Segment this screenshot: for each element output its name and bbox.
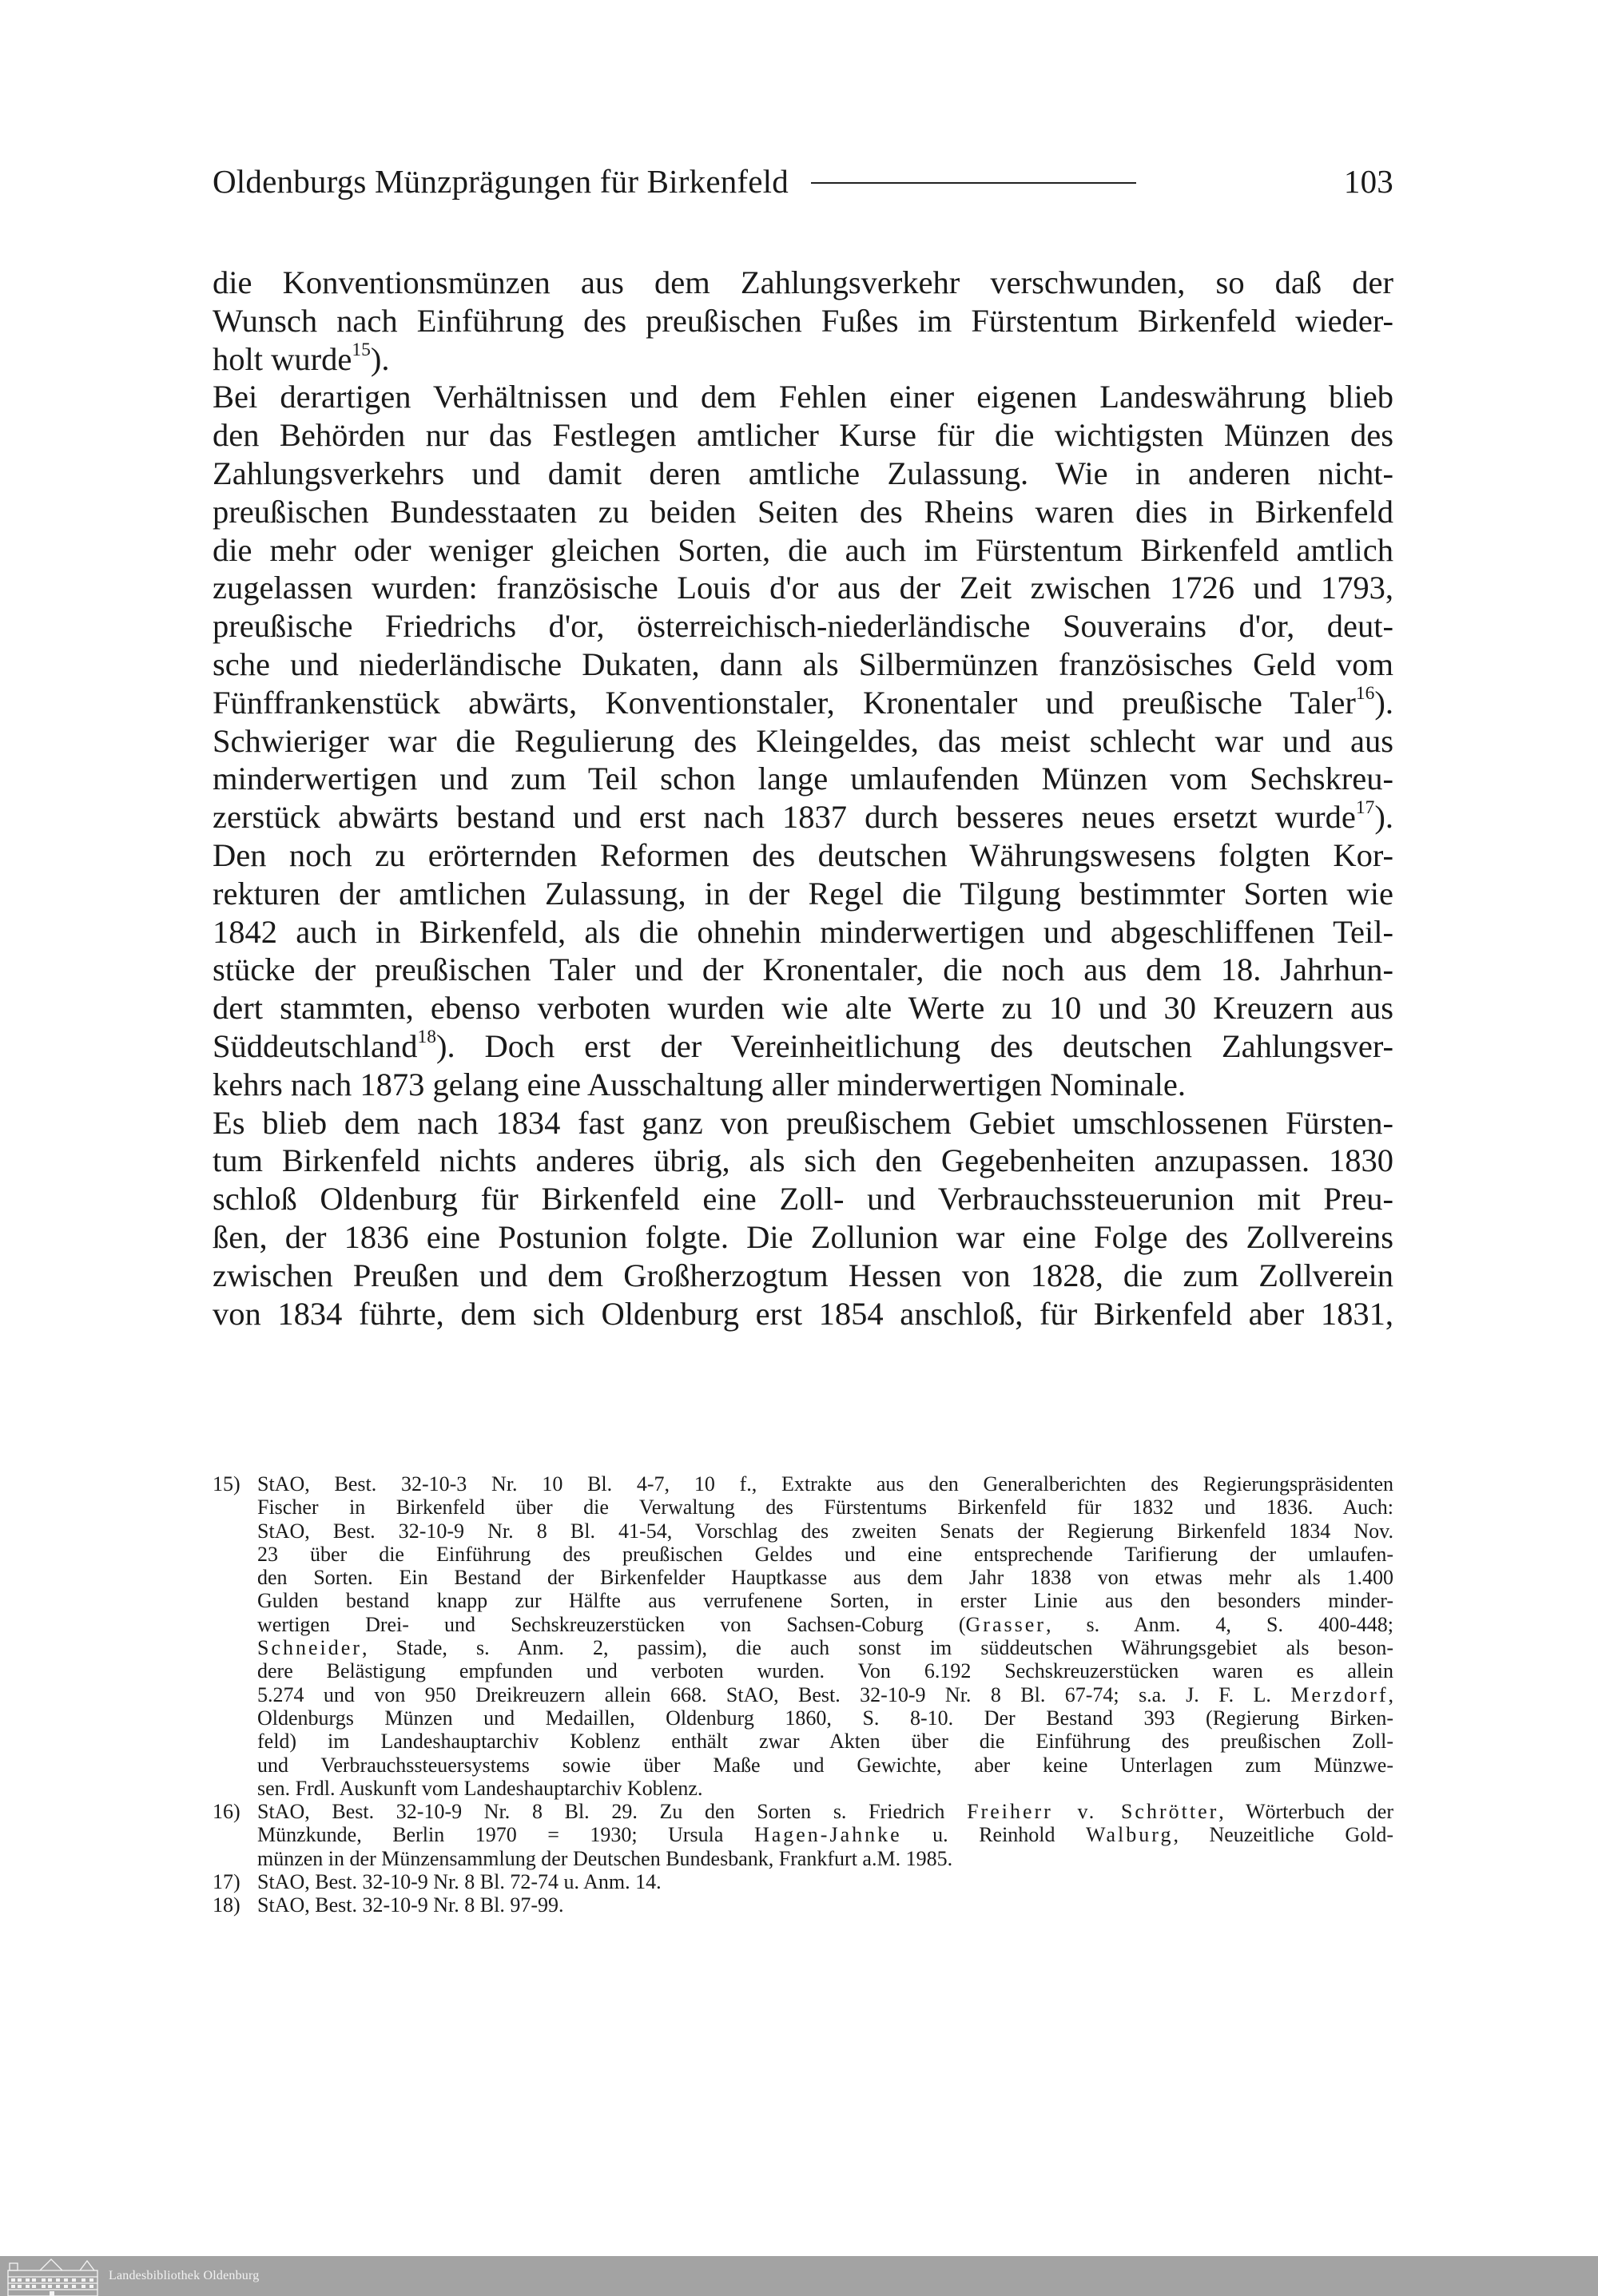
author-name: Hagen-Jahnke	[753, 1823, 902, 1847]
body-line: sche und niederländische Dukaten, dann als Silbermünzen französisches Geld vom	[213, 646, 1393, 682]
footnote-line: feld) im Landeshauptarchiv Koblenz enthält zwar Akten über die Einführung des preußischen Zoll-	[257, 1730, 1393, 1754]
footnote-line: StAO, Best. 32-10-9 Nr. 8 Bl. 72-74 u. Anm. 14.	[257, 1870, 662, 1894]
body-line: Es blieb dem nach 1834 fast ganz von preußischem Gebiet umschlossenen Fürsten-	[213, 1104, 1393, 1141]
running-head	[213, 160, 1393, 203]
body-line: ßen, der 1836 eine Postunion folgte. Die Zollunion war eine Folge des Zollvereins	[213, 1218, 1393, 1255]
running-head-title: Oldenburgs Münzprägungen für Birkenfeld	[213, 163, 789, 200]
body-text	[213, 264, 1393, 1333]
footnote-number: 17)	[213, 1870, 240, 1894]
body-line: stücke der preußischen Taler und der Kronentaler, die noch aus dem 18. Jahrhun-	[213, 951, 1393, 988]
footnote	[213, 1800, 1393, 1870]
footnote	[213, 1893, 1393, 1917]
footnote-ref[interactable]: 17	[1355, 797, 1375, 819]
body-line: kehrs nach 1873 gelang eine Ausschaltung aller minderwertigen Nominale.	[213, 1066, 1187, 1102]
body-line: zerstück abwärts bestand und erst nach 1837 durch besseres neues ersetzt wurde$^{17}$).	[213, 797, 1393, 836]
body-line: von 1834 führte, dem sich Oldenburg erst 1854 anschloß, für Birkenfeld aber 1831,	[213, 1295, 1393, 1332]
author-name: Merzdorf	[1290, 1682, 1389, 1706]
footnote-line: Fischer in Birkenfeld über die Verwaltung des Fürstentums Birkenfeld für 1832 und 1836. Auch:	[257, 1496, 1393, 1519]
body-line: Wunsch nach Einführung des preußischen Fußes im Fürstentum Birkenfeld wieder-	[213, 302, 1393, 339]
footnote-line: Gulden bestand knapp zur Hälfte aus verrufenene Sorten, in erster Linie aus den besonders minder-	[257, 1589, 1393, 1613]
body-line: preußische Friedrichs d'or, österreichisch-niederländische Souverains d'or, deut-	[213, 608, 1393, 645]
footnote-line: 23 über die Einführung des preußischen Geldes und eine entsprechende Tarifierung der umlaufen-	[257, 1542, 1393, 1566]
running-head-rule	[811, 182, 1136, 184]
body-line: Süddeutschland$^{18}$). Doch erst der Vereinheitlichung des deutschen Zahlungsver-	[213, 1026, 1393, 1064]
footnote-line: sen. Frdl. Auskunft vom Landeshauptarchiv Koblenz.	[257, 1776, 703, 1800]
library-name: Landesbibliothek Oldenburg	[109, 2269, 260, 2282]
body-line: 1842 auch in Birkenfeld, als die ohnehin minderwertigen und abgeschliffenen Teil-	[213, 913, 1393, 950]
footer-bar	[0, 2256, 1598, 2296]
footnote	[213, 1472, 1393, 1800]
footnote-line: dere Belästigung empfunden und verboten wurden. Von 6.192 Sechskreuzerstücken waren es allein	[257, 1659, 1393, 1683]
footnote-line: StAO, Best. 32-10-3 Nr. 10 Bl. 4-7, 10 f., Extrakte aus den Generalberichten des Regierungspräsidenten	[257, 1472, 1393, 1496]
footnote-line: StAO, Best. 32-10-9 Nr. 8 Bl. 29. Zu den Sorten s. Friedrich Freiherr v. Schrötter, Wörterbuch der	[257, 1800, 1393, 1824]
page-number: 103	[1343, 163, 1393, 200]
body-line: die Konventionsmünzen aus dem Zahlungsverkehr verschwunden, so daß der	[213, 264, 1393, 300]
footnote-line: Oldenburgs Münzen und Medaillen, Oldenburg 1860, S. 8-10. Der Bestand 393 (Regierung Birken-	[257, 1706, 1393, 1730]
footnote	[213, 1870, 1393, 1893]
footnote-line: münzen in der Münzensammlung der Deutschen Bundesbank, Frankfurt a.M. 1985.	[257, 1846, 953, 1870]
footnote-line: wertigen Drei- und Sechskreuzerstücken von Sachsen-Coburg (Grasser, s. Anm. 4, S. 400-448;	[257, 1612, 1393, 1636]
body-line: zwischen Preußen und dem Großherzogtum Hessen von 1828, die zum Zollverein	[213, 1257, 1393, 1293]
body-line: zugelassen wurden: französische Louis d'or aus der Zeit zwischen 1726 und 1793,	[213, 570, 1393, 606]
footnote-ref[interactable]: 15	[352, 339, 371, 360]
body-line: die mehr oder weniger gleichen Sorten, die auch im Fürstentum Birkenfeld amtlich	[213, 531, 1393, 568]
footnote-line: StAO, Best. 32-10-9 Nr. 8 Bl. 97-99.	[257, 1893, 564, 1917]
body-line: Den noch zu erörternden Reformen des deutschen Währungswesens folgten Kor-	[213, 836, 1393, 873]
footnote-line: 5.274 und von 950 Dreikreuzern allein 668. StAO, Best. 32-10-9 Nr. 8 Bl. 67-74; s.a. J. F. L. Merzdorf,	[257, 1682, 1393, 1706]
footnotes	[213, 1472, 1393, 1917]
footnote-number: 15)	[213, 1472, 240, 1496]
footnote-number: 18)	[213, 1893, 240, 1917]
body-line: dert stammten, ebenso verboten wurden wie alte Werte zu 10 und 30 Kreuzern aus	[213, 990, 1393, 1027]
footnote-number: 16)	[213, 1800, 240, 1824]
footnote-line: und Verbrauchssteuersystems sowie über Maße und Gewichte, aber keine Unterlagen zum Münzwe-	[257, 1753, 1393, 1777]
body-line: tum Birkenfeld nichts anderes übrig, als sich den Gegebenheiten anzupassen. 1830	[213, 1142, 1393, 1179]
footnote-line: Münzkunde, Berlin 1970 = 1930; Ursula Hagen-Jahnke u. Reinhold Walburg, Neuzeitliche Gold-	[257, 1823, 1393, 1847]
body-line: Zahlungsverkehrs und damit deren amtliche Zulassung. Wie in anderen nicht-	[213, 455, 1393, 491]
footnote-ref[interactable]: 18	[417, 1026, 436, 1047]
body-line: minderwertigen und zum Teil schon lange umlaufenden Münzen vom Sechskreu-	[213, 761, 1393, 797]
author-name: Schneider	[257, 1636, 362, 1660]
author-name: Grasser	[965, 1612, 1046, 1636]
body-line: Bei derartigen Verhältnissen und dem Fehlen einer eigenen Landeswährung blieb	[213, 379, 1393, 415]
body-line: schloß Oldenburg für Birkenfeld eine Zoll- und Verbrauchssteuerunion mit Preu-	[213, 1181, 1393, 1218]
body-line: preußischen Bundesstaaten zu beiden Seiten des Rheins waren dies in Birkenfeld	[213, 493, 1393, 530]
library-building-icon	[6, 2256, 99, 2296]
body-line: holt wurde$^{15}$).	[213, 339, 390, 377]
footnote-line: StAO, Best. 32-10-9 Nr. 8 Bl. 41-54, Vorschlag des zweiten Senats der Regierung Birkenfeld 1834 Nov.	[257, 1519, 1393, 1543]
footnote-ref[interactable]: 16	[1355, 682, 1375, 704]
author-name: Walburg	[1086, 1823, 1174, 1847]
body-line: den Behörden nur das Festlegen amtlicher Kurse für die wichtigsten Münzen des	[213, 417, 1393, 454]
body-line: Schwieriger war die Regulierung des Kleingeldes, das meist schlecht war und aus	[213, 722, 1393, 759]
body-line: rekturen der amtlichen Zulassung, in der Regel die Tilgung bestimmter Sorten wie	[213, 875, 1393, 912]
footnote-line: den Sorten. Ein Bestand der Birkenfelder Hauptkasse aus dem Jahr 1838 von etwas mehr als 1.400	[257, 1566, 1393, 1590]
body-line: Fünffrankenstück abwärts, Konventionstaler, Kronentaler und preußische Taler$^{16}$).	[213, 682, 1393, 721]
author-name: Freiherr v. Schrötter	[967, 1800, 1219, 1824]
footnote-line: Schneider, Stade, s. Anm. 2, passim), die auch sonst im süddeutschen Währungsgebiet als beson-	[257, 1636, 1393, 1660]
